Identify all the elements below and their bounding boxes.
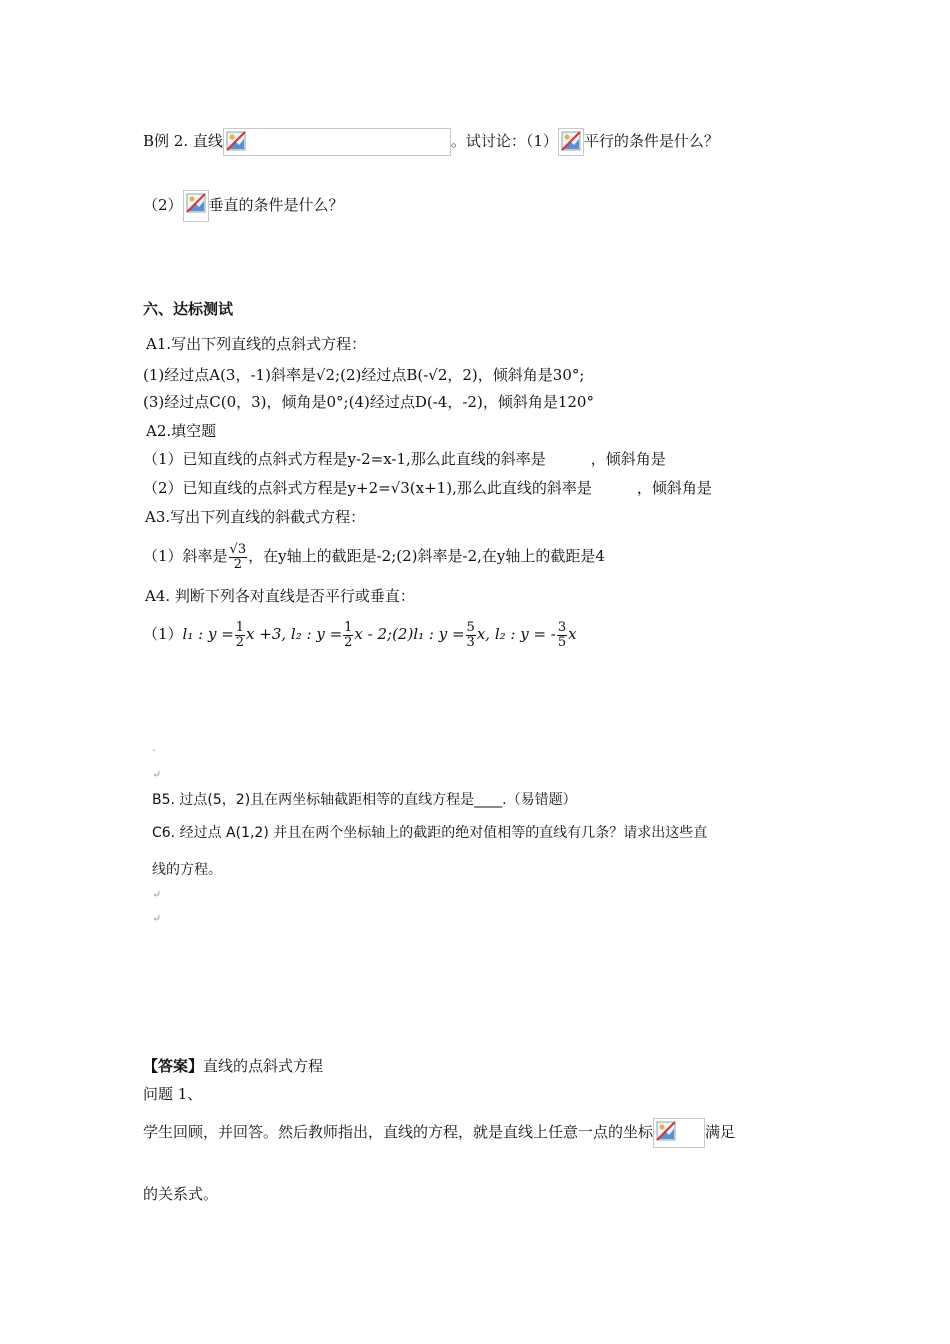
a3-frac-den: 2 xyxy=(233,556,242,572)
a2-title: A2.填空题 xyxy=(146,422,217,440)
broken-image-icon xyxy=(183,190,209,222)
answer-line2: 的关系式。 xyxy=(143,1185,219,1203)
example-2-discuss: 。试讨论：（1） xyxy=(450,132,558,150)
answer-line1-text: 学生回顾，并回答。然后教师指出，直线的方程，就是直线上任意一点的坐标 xyxy=(143,1123,654,1141)
answer-header xyxy=(143,1055,323,1077)
a4-seg-b: x +3, l₂ : y = xyxy=(246,625,343,643)
answer-line1 xyxy=(143,1118,735,1148)
a4-title: A4. 判断下列各对直线是否平行或垂直： xyxy=(145,587,415,605)
c6-line2: 线的方程。 xyxy=(152,862,222,878)
a4-frac-3-den: 3 xyxy=(466,634,475,650)
a3-line-post: ，在y轴上的截距是-2;(2)斜率是-2,在y轴上的截距是4 xyxy=(248,547,605,565)
return-mark: ↵ xyxy=(152,912,162,925)
a3-line-pre: （1）斜率是 xyxy=(143,547,228,565)
a4-frac-2-den: 2 xyxy=(344,634,353,650)
a4-frac-3 xyxy=(466,621,476,650)
a4-p1: （1） xyxy=(143,625,183,643)
answer-title: 直线的点斜式方程 xyxy=(203,1057,324,1075)
a4-frac-1-num: 1 xyxy=(235,619,245,635)
example-2-q2: 垂直的条件是什么？ xyxy=(208,196,344,214)
broken-image-icon xyxy=(223,128,451,156)
a4-frac-2 xyxy=(343,621,353,650)
example-2-line1 xyxy=(143,128,719,156)
return-mark: ↵ xyxy=(152,888,162,901)
a4-frac-2-num: 1 xyxy=(344,619,353,635)
c6-line1: C6. 经过点 A(1,2) 并且在两个坐标轴上的截距的绝对值相等的直线有几条？请求出这些直 xyxy=(152,825,708,841)
a4-frac-3-num: 5 xyxy=(466,619,475,635)
b5-text: B5. 过点(5，2)且在两坐标轴截距相等的直线方程是____.（易错题） xyxy=(152,792,577,808)
broken-image-icon xyxy=(653,1118,705,1148)
a4-frac-4-den: 5 xyxy=(557,634,567,650)
a2-line1: （1）已知直线的点斜式方程是y-2=x-1,那么此直线的斜率是 ，倾斜角是 xyxy=(143,450,666,468)
a4-frac-4 xyxy=(557,621,567,650)
example-2-line2 xyxy=(143,190,344,222)
answer-line1-end: 满足 xyxy=(705,1123,736,1141)
a4-seg-c: x - 2;(2)l₁ : y = xyxy=(354,625,465,643)
answer-label: 【答案】 xyxy=(143,1057,204,1075)
a1-title: A1.写出下列直线的点斜式方程： xyxy=(146,335,367,353)
a1-line2: (3)经过点C(0，3)，倾角是0°;(4)经过点D(-4，-2)，倾斜角是120° xyxy=(143,393,594,411)
a4-frac-4-num: 3 xyxy=(557,619,567,635)
a3-fraction xyxy=(229,543,248,572)
a4-frac-1-den: 2 xyxy=(235,634,245,650)
a2-line2: （2）已知直线的点斜式方程是y+2=√3(x+1),那么此直线的斜率是 ，倾斜角是 xyxy=(143,479,712,497)
a3-frac-num: √3 xyxy=(229,541,247,557)
a4-frac-1 xyxy=(235,621,245,650)
a1-line1: (1)经过点A(3，-1)斜率是√2;(2)经过点B(-√2，2)，倾斜角是30°; xyxy=(143,366,585,384)
dot-mark: · xyxy=(152,744,156,757)
a4-seg-d: x, l₂ : y = - xyxy=(476,625,556,643)
a4-line xyxy=(143,614,577,654)
a3-title: A3.写出下列直线的斜截式方程： xyxy=(145,508,366,526)
example-2-q1: 平行的条件是什么？ xyxy=(583,132,719,150)
example-2-prefix: B例 2. 直线 xyxy=(143,132,223,150)
return-mark: ↵ xyxy=(152,768,162,781)
example-2-p2: （2） xyxy=(143,196,183,214)
a4-seg-e: x xyxy=(568,625,577,643)
section-title: 六、达标测试 xyxy=(143,300,234,318)
broken-image-icon xyxy=(558,128,584,156)
a3-line xyxy=(143,536,605,576)
answer-q1: 问题 1、 xyxy=(143,1085,203,1103)
a4-seg-a: l₁ : y = xyxy=(182,625,234,643)
